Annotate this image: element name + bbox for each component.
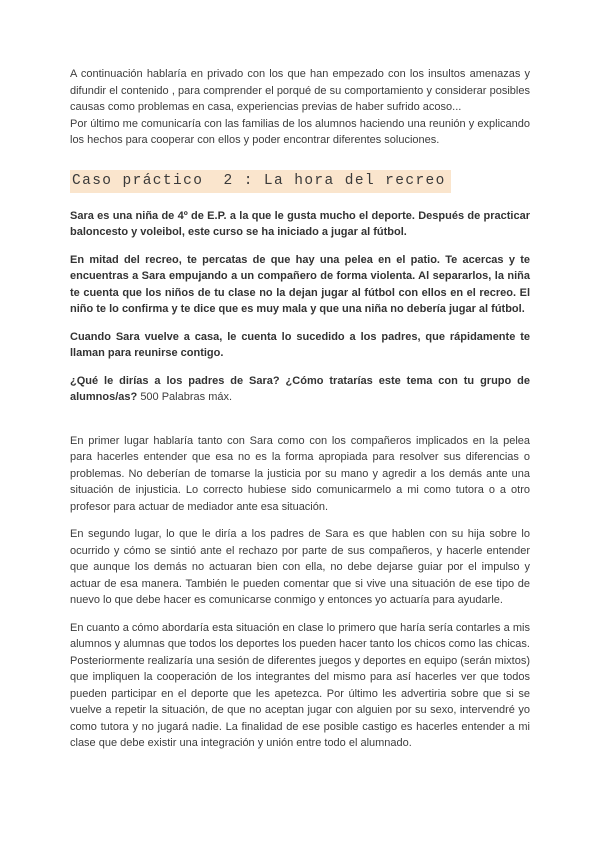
intro-paragraph-1: A continuación hablaría en privado con los que han empezado con los insultos amenazas y difundir el contenido , para comprender el porqué de su comportamiento y considerar posibles causas como problemas en casa, experiencias previas de haber sufrido acoso...: [70, 68, 530, 113]
case-paragraph-1: Sara es una niña de 4º de E.P. a la que le gusta mucho el deporte. Después de practicar baloncesto y voleibol, este curso se ha iniciado a jugar al fútbol.: [70, 209, 530, 238]
answer-paragraph-2: En segundo lugar, lo que le diría a los padres de Sara es que hablen con su hija sobre lo ocurrido y cómo se sintió ante el rechazo por parte de sus compañeros, y hacerle entender que aunque los demás no actuaran bien con ella, no debe dejarse guiar por el impulso y actuar de esa manera. También le pueden comentar que si vive una situación de ese tipo de nuevo lo que debe hacer es comunicarse conmigo y entonces yo actuaría para ayudarle.: [70, 528, 530, 606]
answer-paragraph-1: En primer lugar hablaría tanto con Sara como con los compañeros implicados en la pelea para hacerles entender que esa no es la forma apropiada para resolver sus diferencias o problemas. No deberían de tomarse la justicia por su mano y agredir a los demás ante una situación de injusticia. Lo correcto hubiese sido comunicarmelo a mi como tutora o a otro profesor para actuar de mediador ante esa situación.: [70, 434, 530, 513]
case-statement-section: [70, 208, 530, 406]
case-question: [70, 373, 530, 406]
case-paragraph-3: Cuando Sara vuelve a casa, le cuenta lo sucedido a los padres, que rápidamente te llaman para reunirse contigo.: [70, 330, 530, 359]
intro-section: [70, 66, 530, 149]
case-question-word-limit: 500 Palabras máx.: [140, 391, 233, 403]
intro-paragraph-2: Por último me comunicaría con las familias de los alumnos haciendo una reunión y explicando los hechos para cooperar con ellos y poder encontrar diferentes soluciones.: [70, 117, 530, 146]
case-question-bold-part: ¿Qué le dirías a los padres de Sara? ¿Cómo tratarías este tema con tu grupo de alumnos/as?: [70, 374, 530, 403]
case-heading-row: [70, 149, 530, 193]
case-paragraph-2: En mitad del recreo, te percatas de que hay una pelea en el patio. Te acercas y te encuentras a Sara empujando a un compañero de forma violenta. Al separarlos, la niña te cuenta que los niños de tu clase no la dejan jugar al fútbol con ellos en el recreo. El niño te lo confirma y te dice que es muy mala y que una niña no debería jugar al fútbol.: [70, 253, 530, 315]
answer-paragraph-3: En cuanto a cómo abordaría esta situación en clase lo primero que haría sería contarles a mis alumnos y alumnas que todos los deportes los pueden hacer tanto los chicos como las chicas. Posteriormente realizaría una sesión de diferentes juegos y deportes en equipo (serán mixtos) que impliquen la cooperación de los integrantes del mismo para así hacerles ver que todos pueden participar en el deporte que les apetezca. Por último les advertiria sobre que si se vuelve a repetir la situación, de que no aceptan jugar con alguien por su sexo, intervendré yo como tutora y no jugará nadie. La finalidad de ese posible castigo es hacerles entender a mi clase que debe existir una integración y unión entre todo el alumnado.: [70, 621, 530, 749]
answer-section: [70, 433, 530, 752]
case-heading-highlighted: Caso práctico 2 : La hora del recreo: [70, 170, 451, 193]
